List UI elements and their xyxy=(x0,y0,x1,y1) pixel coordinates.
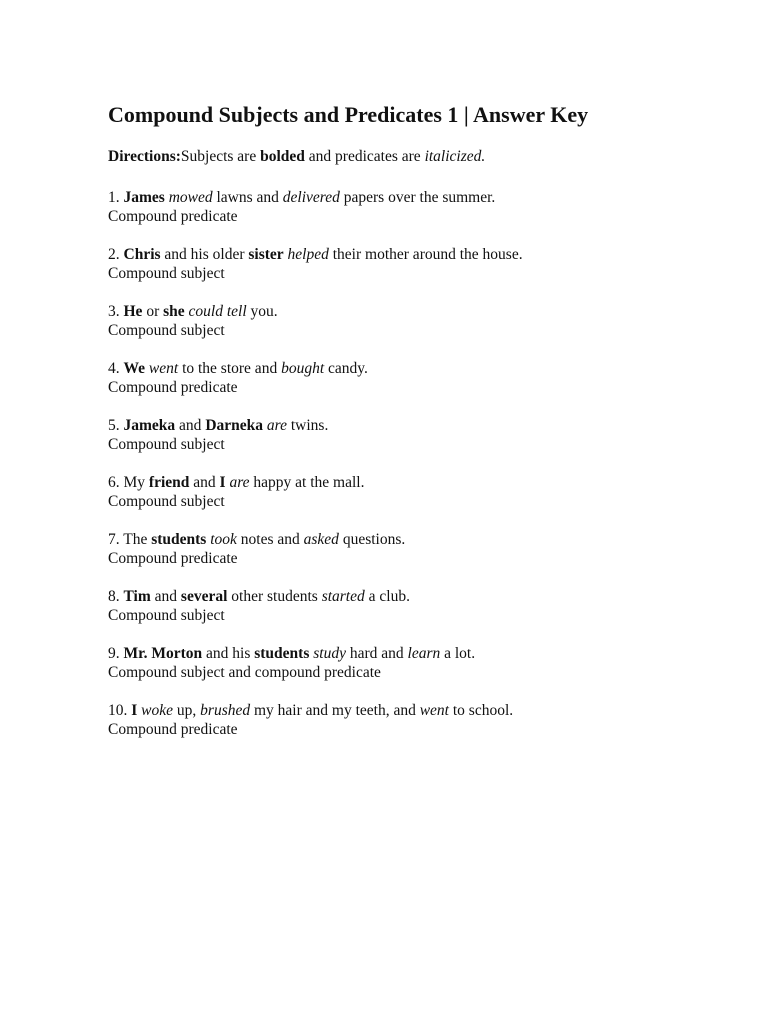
sentence-text: notes and xyxy=(236,531,304,548)
sentence-text: twins. xyxy=(286,417,329,434)
item-answer: Compound predicate xyxy=(108,379,238,396)
sentence-text: their mother around the house. xyxy=(328,246,523,263)
item-sentence xyxy=(108,587,728,606)
predicate-word: mowed xyxy=(168,189,213,206)
sentence-text: 6. My xyxy=(108,474,149,491)
sentence-text: and xyxy=(150,588,181,605)
item-answer: Compound predicate xyxy=(108,721,238,738)
sentence-text: 4. xyxy=(108,360,124,377)
sentence-text: 9. xyxy=(108,645,124,662)
predicate-word: learn xyxy=(407,645,441,662)
sentence-text: or xyxy=(142,303,164,320)
list-item xyxy=(108,416,728,473)
sentence-text: a lot. xyxy=(440,645,476,662)
sentence-text: up, xyxy=(173,702,201,719)
sentence-text: 1. xyxy=(108,189,124,206)
item-answer: Compound predicate xyxy=(108,550,238,567)
item-answer: Compound subject xyxy=(108,436,225,453)
predicate-word: study xyxy=(313,645,346,662)
predicate-word: went xyxy=(148,360,179,377)
subject-word: friend xyxy=(148,474,190,491)
answer-key-page xyxy=(108,100,728,758)
subject-word: Jameka xyxy=(123,417,176,434)
sentence-text: a club. xyxy=(364,588,410,605)
sentence-text: other students xyxy=(227,588,322,605)
item-sentence xyxy=(108,416,728,435)
subject-word: We xyxy=(123,360,146,377)
item-sentence xyxy=(108,188,728,207)
directions-text xyxy=(181,148,485,165)
sentence-text: candy. xyxy=(324,360,368,377)
predicate-word: are xyxy=(229,474,250,491)
sentence-text: papers over the summer. xyxy=(339,189,496,206)
subject-word: sister xyxy=(248,246,284,263)
predicate-word: started xyxy=(321,588,365,605)
answer-list xyxy=(108,188,728,758)
subject-word: Tim xyxy=(123,588,151,605)
sentence-text: to the store and xyxy=(178,360,282,377)
sentence-text: 7. The xyxy=(108,531,152,548)
predicate-word: asked xyxy=(303,531,339,548)
directions xyxy=(108,147,728,167)
directions-lead: Directions: xyxy=(108,148,181,165)
sentence-text: and his xyxy=(202,645,255,662)
sentence-text: 8. xyxy=(108,588,124,605)
list-item xyxy=(108,245,728,302)
predicate-word: brushed xyxy=(200,702,251,719)
list-item xyxy=(108,359,728,416)
subject-word: students xyxy=(151,531,207,548)
item-sentence xyxy=(108,701,728,720)
sentence-text: my hair and my teeth, and xyxy=(250,702,420,719)
item-answer: Compound subject xyxy=(108,607,225,624)
predicate-word: woke xyxy=(141,702,174,719)
sentence-text: and xyxy=(175,417,206,434)
sentence-text: and predicates are xyxy=(304,148,425,165)
directions-italic-word: italicized. xyxy=(424,148,486,165)
subject-word: several xyxy=(180,588,228,605)
list-item xyxy=(108,473,728,530)
subject-word: she xyxy=(163,303,185,320)
predicate-word: bought xyxy=(281,360,325,377)
sentence-text: you. xyxy=(246,303,278,320)
item-answer: Compound subject xyxy=(108,265,225,282)
predicate-word: could tell xyxy=(188,303,247,320)
sentence-text: hard and xyxy=(345,645,408,662)
item-answer: Compound subject and compound predicate xyxy=(108,664,381,681)
sentence-text: 3. xyxy=(108,303,124,320)
list-item xyxy=(108,644,728,701)
predicate-word: helped xyxy=(287,246,329,263)
sentence-text: Subjects are xyxy=(180,148,261,165)
subject-word: students xyxy=(254,645,310,662)
item-answer: Compound subject xyxy=(108,493,225,510)
item-sentence xyxy=(108,644,728,663)
sentence-text: questions. xyxy=(338,531,406,548)
item-sentence xyxy=(108,245,728,264)
list-item xyxy=(108,587,728,644)
subject-word: Darneka xyxy=(205,417,264,434)
item-sentence xyxy=(108,359,728,378)
sentence-text: to school. xyxy=(448,702,514,719)
predicate-word: took xyxy=(210,531,237,548)
page-title: Compound Subjects and Predicates 1 | Answer Key xyxy=(108,102,589,127)
subject-word: I xyxy=(131,702,138,719)
sentence-text: 10. xyxy=(108,702,132,719)
item-sentence xyxy=(108,302,728,321)
subject-word: He xyxy=(123,303,143,320)
item-answer: Compound subject xyxy=(108,322,225,339)
item-sentence xyxy=(108,530,728,549)
directions-bold-word: bolded xyxy=(260,148,305,165)
list-item xyxy=(108,188,728,245)
predicate-word: went xyxy=(419,702,449,719)
sentence-text: happy at the mall. xyxy=(249,474,365,491)
sentence-text: lawns and xyxy=(212,189,283,206)
sentence-text: 2. xyxy=(108,246,124,263)
subject-word: Mr. Morton xyxy=(123,645,203,662)
predicate-word: are xyxy=(266,417,287,434)
item-answer: Compound predicate xyxy=(108,208,238,225)
subject-word: Chris xyxy=(123,246,161,263)
predicate-word: delivered xyxy=(282,189,340,206)
list-item xyxy=(108,530,728,587)
sentence-text: and his older xyxy=(160,246,249,263)
list-item xyxy=(108,701,728,758)
sentence-text: 5. xyxy=(108,417,124,434)
subject-word: I xyxy=(219,474,226,491)
list-item xyxy=(108,302,728,359)
item-sentence xyxy=(108,473,728,492)
subject-word: James xyxy=(123,189,165,206)
sentence-text: and xyxy=(189,474,220,491)
